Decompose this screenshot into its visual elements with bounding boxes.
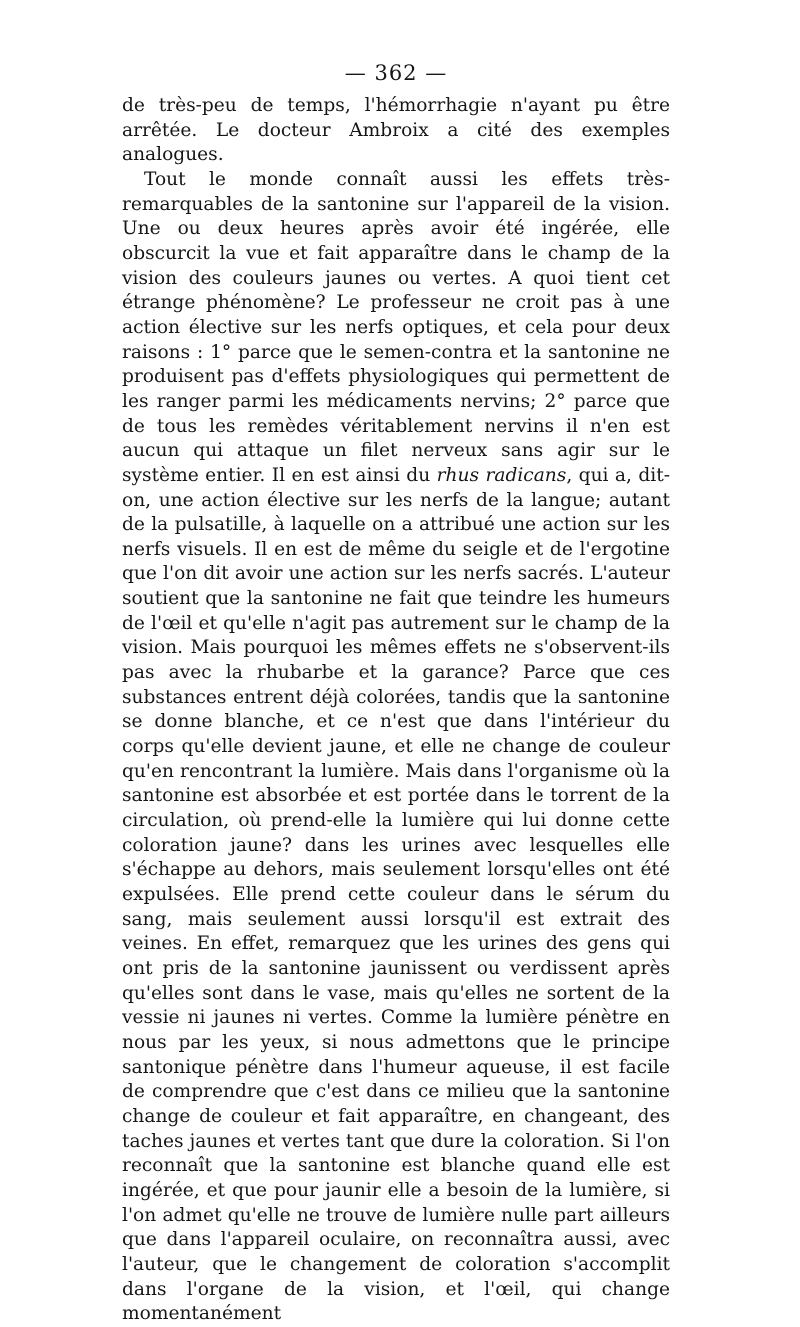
- page-number: — 362 —: [344, 61, 448, 85]
- italic-term: rhus radicans: [436, 464, 567, 486]
- paragraph-text-before-italic: Tout le monde connaît aussi les effets très-remarquables de la santonine sur l'appareil de la vision. Une ou deux heures après avoir été ingérée, elle obscurcit la vue et fait apparaître dans le champ de la vision des couleurs jaunes ou vertes. A quoi tient cet étrange phénomène? Le professeur ne croit pas à une action élective sur les nerfs optiques, et cela pour deux raisons : 1° parce que le semen-contra et la santonine ne produisent pas d'effets physiologiques qui permettent de les ranger parmi les médicaments nervins; 2° parce que de tous les remèdes véritablement nervins il n'en est aucun qui attaque un filet nerveux sans agir sur le système entier. Il en est ainsi du: [122, 168, 670, 486]
- body-text: [122, 94, 670, 1327]
- paragraph-santonine: [122, 168, 670, 1327]
- paragraph-continuation: de très-peu de temps, l'hémorrhagie n'ayant pu être arrêtée. Le docteur Ambroix a cité des exemples analogues.: [122, 95, 670, 166]
- paragraph-text-after-italic: , qui a, dit-on, une action élective sur les nerfs de la langue; autant de la pulsatille, à laquelle on a attribué une action sur les nerfs visuels. Il en est de même du seigle et de l'ergotine que l'on dit avoir une action sur les nerfs sacrés. L'auteur soutient que la santonine ne fait que teindre les humeurs de l'œil et qu'elle n'agit pas autrement sur le champ de la vision. Mais pourquoi les mêmes effets ne s'observent-ils pas avec la rhubarbe et la garance? Parce que ces substances entrent déjà colorées, tandis que la santonine se donne blanche, et ce n'est que dans l'intérieur du corps qu'elle devient jaune, et elle ne change de couleur qu'en rencontrant la lumière. Mais dans l'organisme où la santonine est absorbée et est portée dans le torrent de la circulation, où prend-elle la lumière qui lui donne cette coloration jaune? dans les urines avec lesquelles elle s'échappe au dehors, mais seulement lorsqu'elles ont été expulsées. Elle prend cette couleur dans le sérum du sang, mais seulement aussi lorsqu'il est extrait des veines. En effet, remarquez que les urines des gens qui ont pris de la santonine jaunissent ou verdissent après qu'elles sont dans le vase, mais qu'elles ne sortent de la vessie ni jaunes ni vertes. Comme la lumière pénètre en nous par les yeux, si nous admettons que le principe santonique pénètre dans l'humeur aqueuse, il est facile de comprendre que c'est dans ce milieu que la santonine change de couleur et fait apparaître, en changeant, des taches jaunes et vertes tant que dure la coloration. Si l'on reconnaît que la santonine est blanche quand elle est ingérée, et que pour jaunir elle a besoin de la lumière, si l'on admet qu'elle ne trouve de lumière nulle part ailleurs que dans l'appareil oculaire, on reconnaîtra aussi, avec l'auteur, que le changement de coloration s'accomplit dans l'organe de la vision, et l'œil, qui change momentanément: [122, 464, 670, 1325]
- document-page: [122, 58, 670, 1327]
